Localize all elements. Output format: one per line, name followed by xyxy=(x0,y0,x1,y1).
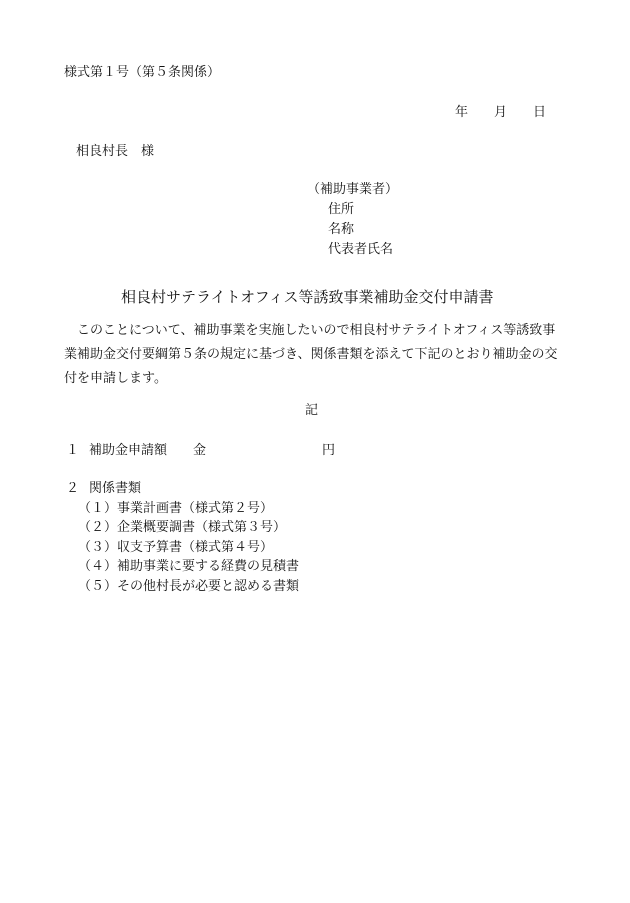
doc-item: （４）補助事業に要する経費の見積書 xyxy=(78,559,300,574)
item2-number: ２ xyxy=(66,481,80,496)
item1-label: 補助金申請額 xyxy=(89,443,168,458)
item1-unit: 円 xyxy=(322,443,336,458)
addressee: 相良村長 様 xyxy=(76,144,155,159)
body-line: 業補助金交付要綱第５条の規定に基づき、関係書類を添えて下記のとおり補助金の交 xyxy=(64,347,558,362)
applicant-address: 住所 xyxy=(328,202,355,217)
doc-item: （１）事業計画書（様式第２号） xyxy=(78,501,274,516)
ki-heading: 記 xyxy=(305,403,319,418)
date-day: 日 xyxy=(533,105,547,120)
item1-number: １ xyxy=(66,443,80,458)
date-month: 月 xyxy=(494,105,508,120)
document-title: 相良村サテライトオフィス等誘致事業補助金交付申請書 xyxy=(121,288,494,306)
applicant-heading: （補助事業者） xyxy=(307,182,399,197)
doc-item: （３）収支予算書（様式第４号） xyxy=(78,540,274,555)
applicant-name: 名称 xyxy=(328,222,355,237)
doc-item: （２）企業概要調書（様式第３号） xyxy=(78,520,287,535)
date-year: 年 xyxy=(455,105,469,120)
doc-item: （５）その他村長が必要と認める書類 xyxy=(78,579,300,594)
body-line: このことについて、補助事業を実施したいので相良村サテライトオフィス等誘致事 xyxy=(77,323,556,338)
item2-label: 関係書類 xyxy=(89,481,142,496)
item1-prefix: 金 xyxy=(193,443,207,458)
form-number: 様式第１号（第５条関係） xyxy=(64,65,221,80)
body-line: 付を申請します。 xyxy=(64,371,167,386)
applicant-representative: 代表者氏名 xyxy=(328,242,394,257)
body-paragraph xyxy=(64,319,564,391)
